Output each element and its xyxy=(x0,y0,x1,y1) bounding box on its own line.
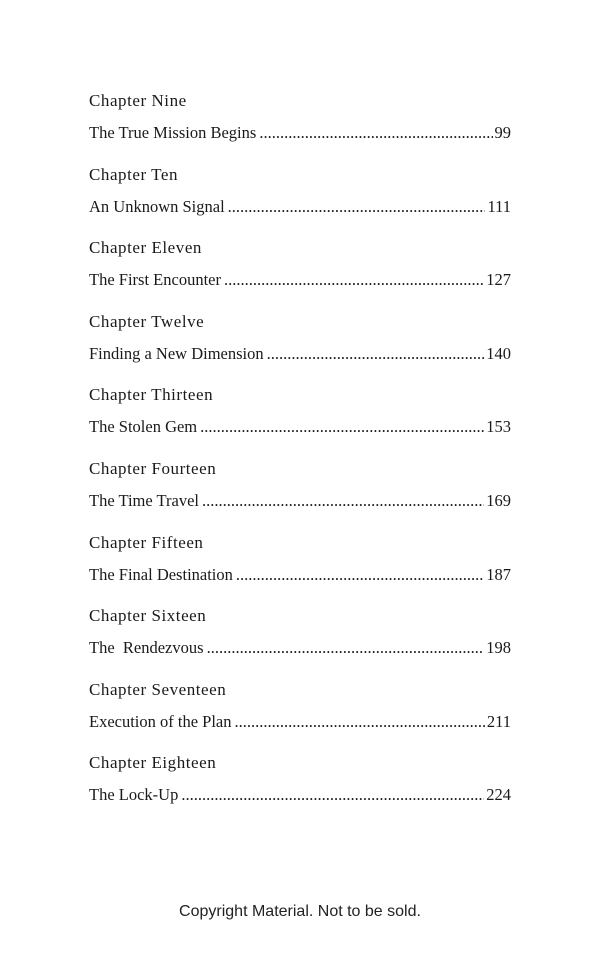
chapter-title: Finding a New Dimension xyxy=(89,343,264,363)
toc-entry xyxy=(89,456,511,530)
dot-leader xyxy=(267,341,485,367)
chapter-title: An Unknown Signal xyxy=(89,196,225,216)
table-of-contents xyxy=(89,88,511,824)
dot-leader xyxy=(181,782,484,808)
dot-leader xyxy=(207,635,485,661)
chapter-title-line xyxy=(89,562,511,588)
page-number: 99 xyxy=(494,123,511,142)
page-number: 127 xyxy=(486,270,511,290)
copyright-footer: Copyright Material. Not to be sold. xyxy=(179,903,421,920)
chapter-label: Chapter Fourteen xyxy=(89,458,217,478)
chapter-title-line xyxy=(89,414,511,440)
toc-entry xyxy=(89,750,511,824)
chapter-title-line xyxy=(89,194,511,220)
chapter-title-line xyxy=(89,488,511,514)
chapter-label: Chapter Eighteen xyxy=(89,753,217,773)
chapter-label: Chapter Eleven xyxy=(89,238,202,258)
chapter-title: The Time Travel xyxy=(89,490,200,510)
toc-entry xyxy=(89,309,511,383)
chapter-title-line xyxy=(89,120,511,146)
toc-entry xyxy=(89,530,511,604)
dot-leader xyxy=(224,267,484,293)
chapter-title: The Rendezvous xyxy=(89,638,204,658)
chapter-title: The True Mission Begins xyxy=(89,123,257,142)
toc-entry xyxy=(89,88,511,162)
toc-entry xyxy=(89,162,511,236)
chapter-title-line xyxy=(89,709,511,735)
toc-entry xyxy=(89,235,511,309)
toc-entry xyxy=(89,677,511,751)
chapter-label: Chapter Ten xyxy=(89,164,179,184)
chapter-label: Chapter Sixteen xyxy=(89,606,207,626)
chapter-title: The Final Destination xyxy=(89,564,233,584)
page-number: 224 xyxy=(486,785,511,805)
chapter-title-line xyxy=(89,635,511,661)
toc-entry xyxy=(89,603,511,677)
page-number: 169 xyxy=(486,490,511,510)
dot-leader xyxy=(228,194,486,220)
dot-leader xyxy=(236,562,484,588)
page-number: 140 xyxy=(486,343,511,363)
dot-leader xyxy=(202,488,484,514)
chapter-title: The First Encounter xyxy=(89,270,221,290)
page-number: 211 xyxy=(486,711,511,731)
chapter-title-line xyxy=(89,267,511,293)
chapter-title-line xyxy=(89,782,511,808)
page-number: 111 xyxy=(487,196,511,216)
dot-leader xyxy=(259,120,492,146)
page-number: 153 xyxy=(486,417,511,437)
page-number: 198 xyxy=(486,638,511,658)
chapter-title: Execution of the Plan xyxy=(89,711,232,731)
dot-leader xyxy=(200,414,484,440)
chapter-label: Chapter Twelve xyxy=(89,311,205,331)
toc-entry xyxy=(89,382,511,456)
chapter-label: Chapter Thirteen xyxy=(89,385,214,405)
chapter-label: Chapter Seventeen xyxy=(89,679,227,699)
chapter-label: Chapter Fifteen xyxy=(89,532,204,552)
chapter-label: Chapter Nine xyxy=(89,91,187,110)
chapter-title: The Stolen Gem xyxy=(89,417,198,437)
dot-leader xyxy=(235,709,485,735)
page-number: 187 xyxy=(486,564,511,584)
chapter-title: The Lock-Up xyxy=(89,785,179,805)
chapter-title-line xyxy=(89,341,511,367)
